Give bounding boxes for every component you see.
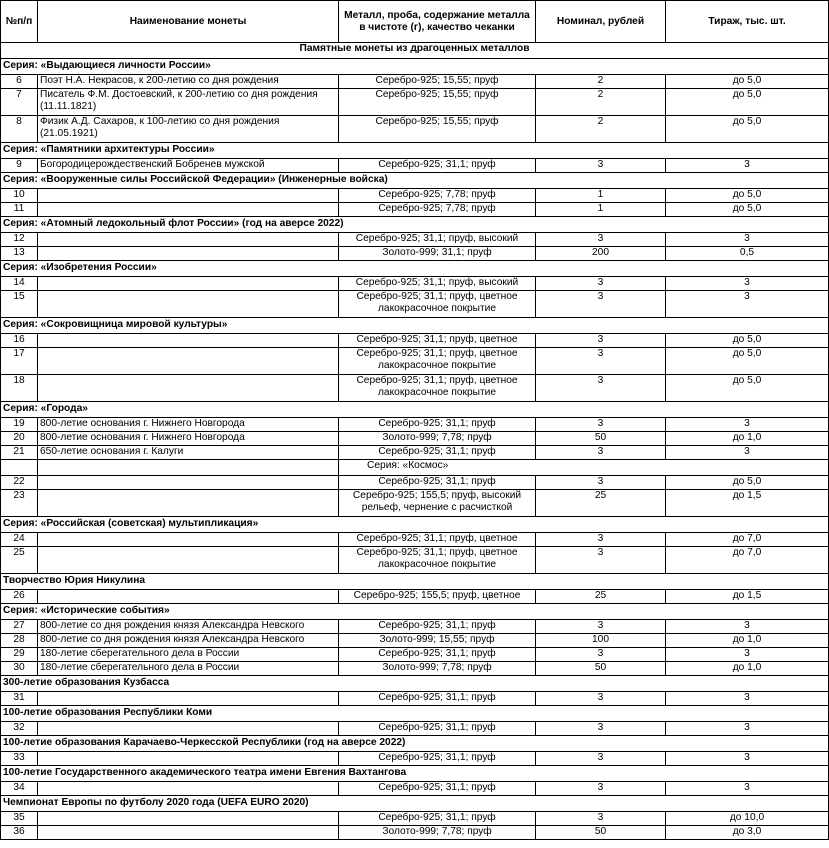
coin-metal: Серебро-925; 15,55; пруф <box>339 116 536 143</box>
series-row <box>1 318 829 334</box>
coin-metal: Золото-999; 15,55; пруф <box>339 634 536 648</box>
coin-metal: Серебро-925; 31,1; пруф <box>339 159 536 173</box>
coin-metal: Серебро-925; 31,1; пруф <box>339 782 536 796</box>
table-row <box>1 476 829 490</box>
row-number: 33 <box>1 752 38 766</box>
coin-nominal: 3 <box>536 533 666 547</box>
coin-metal: Серебро-925; 31,1; пруф <box>339 752 536 766</box>
coin-mintage: до 10,0 <box>666 812 829 826</box>
row-number: 36 <box>1 826 38 840</box>
coin-nominal: 3 <box>536 233 666 247</box>
coin-name <box>38 375 339 402</box>
coin-name <box>38 533 339 547</box>
coin-metal: Серебро-925; 31,1; пруф <box>339 812 536 826</box>
coin-name <box>38 782 339 796</box>
coin-nominal: 3 <box>536 547 666 574</box>
coin-name <box>38 247 339 261</box>
coin-nominal: 50 <box>536 662 666 676</box>
coin-nominal: 25 <box>536 490 666 517</box>
coin-name <box>38 189 339 203</box>
coin-mintage: 3 <box>666 752 829 766</box>
row-number: 23 <box>1 490 38 517</box>
coin-mintage: 3 <box>666 418 829 432</box>
coin-nominal: 3 <box>536 812 666 826</box>
coin-metal: Золото-999; 7,78; пруф <box>339 662 536 676</box>
coin-nominal: 2 <box>536 75 666 89</box>
coin-nominal: 3 <box>536 159 666 173</box>
coin-name: Богородицерождественский Бобренев мужской <box>38 159 339 173</box>
coin-name <box>38 334 339 348</box>
coin-metal: Серебро-925; 31,1; пруф <box>339 692 536 706</box>
series-empty-cell <box>1 460 38 476</box>
row-number: 25 <box>1 547 38 574</box>
coin-nominal: 2 <box>536 89 666 116</box>
coin-name: 800-летие со дня рождения князя Александра Невского <box>38 620 339 634</box>
table-row <box>1 75 829 89</box>
coin-nominal: 3 <box>536 620 666 634</box>
table-row <box>1 348 829 375</box>
row-number: 16 <box>1 334 38 348</box>
table-row <box>1 432 829 446</box>
series-row <box>1 706 829 722</box>
series-title: 100-летие Государственного академического театра имени Евгения Вахтангова <box>1 766 829 782</box>
series-title: Серия: «Города» <box>1 402 829 418</box>
coin-nominal: 1 <box>536 203 666 217</box>
coin-mintage: до 5,0 <box>666 476 829 490</box>
coin-mintage: до 5,0 <box>666 348 829 375</box>
table-row <box>1 662 829 676</box>
table-row <box>1 247 829 261</box>
row-number: 35 <box>1 812 38 826</box>
coin-mintage: до 5,0 <box>666 189 829 203</box>
coin-nominal: 3 <box>536 291 666 318</box>
table-row <box>1 490 829 517</box>
table-row <box>1 812 829 826</box>
coin-mintage: до 5,0 <box>666 116 829 143</box>
series-row <box>1 604 829 620</box>
coin-mintage: 3 <box>666 722 829 736</box>
coin-metal: Серебро-925; 31,1; пруф <box>339 446 536 460</box>
coin-name <box>38 547 339 574</box>
header-mintage: Тираж, тыс. шт. <box>666 1 829 43</box>
coin-mintage: до 1,0 <box>666 662 829 676</box>
table-row <box>1 692 829 706</box>
coin-metal: Серебро-925; 31,1; пруф, цветное лакокрасочное покрытие <box>339 547 536 574</box>
series-title: Серия: «Исторические события» <box>1 604 829 620</box>
row-number: 29 <box>1 648 38 662</box>
header-num: №п/п <box>1 1 38 43</box>
table-row <box>1 116 829 143</box>
coin-mintage: 3 <box>666 291 829 318</box>
coin-mintage: до 5,0 <box>666 334 829 348</box>
row-number: 24 <box>1 533 38 547</box>
coin-mintage: до 5,0 <box>666 75 829 89</box>
coin-metal: Золото-999; 7,78; пруф <box>339 432 536 446</box>
coin-nominal: 3 <box>536 752 666 766</box>
coin-metal: Серебро-925; 31,1; пруф, цветное <box>339 533 536 547</box>
coin-name <box>38 752 339 766</box>
series-row <box>1 460 829 476</box>
coin-nominal: 3 <box>536 692 666 706</box>
series-row <box>1 766 829 782</box>
row-number: 9 <box>1 159 38 173</box>
coin-mintage: до 5,0 <box>666 375 829 402</box>
series-row <box>1 217 829 233</box>
coin-name: 180-летие сберегательного дела в России <box>38 662 339 676</box>
coin-mintage: 3 <box>666 159 829 173</box>
series-title: 300-летие образования Кузбасса <box>1 676 829 692</box>
table-row <box>1 159 829 173</box>
series-row <box>1 59 829 75</box>
table-row <box>1 277 829 291</box>
coin-name <box>38 203 339 217</box>
coin-nominal: 3 <box>536 334 666 348</box>
series-title: Серия: «Российская (советская) мультипликация» <box>1 517 829 533</box>
coin-metal: Серебро-925; 31,1; пруф, цветное лакокрасочное покрытие <box>339 375 536 402</box>
coin-metal: Серебро-925; 31,1; пруф <box>339 648 536 662</box>
table-row <box>1 648 829 662</box>
series-row <box>1 676 829 692</box>
coin-metal: Золото-999; 31,1; пруф <box>339 247 536 261</box>
coin-name: 800-летие основания г. Нижнего Новгорода <box>38 418 339 432</box>
coin-nominal: 1 <box>536 189 666 203</box>
row-number: 6 <box>1 75 38 89</box>
row-number: 28 <box>1 634 38 648</box>
coin-name <box>38 476 339 490</box>
coin-metal: Серебро-925; 7,78; пруф <box>339 189 536 203</box>
coin-mintage: до 1,5 <box>666 490 829 517</box>
series-title: 100-летие образования Республики Коми <box>1 706 829 722</box>
header-name: Наименование монеты <box>38 1 339 43</box>
coin-name <box>38 277 339 291</box>
coin-nominal: 50 <box>536 432 666 446</box>
table-row <box>1 203 829 217</box>
row-number: 22 <box>1 476 38 490</box>
series-title: Серия: «Вооруженные силы Российской Федерации» (Инженерные войска) <box>1 173 829 189</box>
row-number: 18 <box>1 375 38 402</box>
table-row <box>1 620 829 634</box>
row-number: 12 <box>1 233 38 247</box>
coin-mintage: до 7,0 <box>666 547 829 574</box>
coin-mintage: до 5,0 <box>666 89 829 116</box>
row-number: 31 <box>1 692 38 706</box>
series-row <box>1 517 829 533</box>
row-number: 32 <box>1 722 38 736</box>
table-row <box>1 752 829 766</box>
coin-name <box>38 490 339 517</box>
table-row <box>1 446 829 460</box>
coin-metal: Серебро-925; 155,5; пруф, высокий рельеф, чернение с расчисткой <box>339 490 536 517</box>
coin-mintage: до 1,5 <box>666 590 829 604</box>
coin-mintage: 3 <box>666 648 829 662</box>
table-row <box>1 547 829 574</box>
coin-nominal: 3 <box>536 476 666 490</box>
coin-metal: Серебро-925; 31,1; пруф <box>339 476 536 490</box>
row-number: 27 <box>1 620 38 634</box>
coin-name <box>38 722 339 736</box>
series-empty-cell <box>38 460 339 476</box>
table-row <box>1 375 829 402</box>
section-row <box>1 43 829 59</box>
series-title: Чемпионат Европы по футболу 2020 года (UEFA EURO 2020) <box>1 796 829 812</box>
coin-name: Физик А.Д. Сахаров, к 100-летию со дня рождения (21.05.1921) <box>38 116 339 143</box>
series-row <box>1 574 829 590</box>
coin-mintage: 3 <box>666 233 829 247</box>
coin-name: 180-летие сберегательного дела в России <box>38 648 339 662</box>
header-nominal: Номинал, рублей <box>536 1 666 43</box>
coin-metal: Серебро-925; 31,1; пруф, высокий <box>339 233 536 247</box>
table-row <box>1 782 829 796</box>
coin-metal: Золото-999; 7,78; пруф <box>339 826 536 840</box>
table-row <box>1 189 829 203</box>
row-number: 21 <box>1 446 38 460</box>
coin-metal: Серебро-925; 7,78; пруф <box>339 203 536 217</box>
coin-nominal: 2 <box>536 116 666 143</box>
series-row <box>1 736 829 752</box>
coin-metal: Серебро-925; 15,55; пруф <box>339 75 536 89</box>
coin-mintage: 0,5 <box>666 247 829 261</box>
coin-name <box>38 590 339 604</box>
coin-mintage: 3 <box>666 692 829 706</box>
row-number: 20 <box>1 432 38 446</box>
series-row <box>1 796 829 812</box>
coin-mintage: 3 <box>666 277 829 291</box>
coin-metal: Серебро-925; 31,1; пруф <box>339 620 536 634</box>
table-row <box>1 334 829 348</box>
coin-mintage: до 1,0 <box>666 634 829 648</box>
row-number: 8 <box>1 116 38 143</box>
coin-nominal: 200 <box>536 247 666 261</box>
coin-name <box>38 348 339 375</box>
table-row <box>1 233 829 247</box>
coin-metal: Серебро-925; 31,1; пруф, цветное лакокрасочное покрытие <box>339 291 536 318</box>
coin-name: 800-летие со дня рождения князя Александра Невского <box>38 634 339 648</box>
coin-mintage: 3 <box>666 446 829 460</box>
coin-nominal: 3 <box>536 722 666 736</box>
row-number: 15 <box>1 291 38 318</box>
table-row <box>1 722 829 736</box>
coin-nominal: 25 <box>536 590 666 604</box>
table-row <box>1 634 829 648</box>
coin-mintage: до 7,0 <box>666 533 829 547</box>
coin-name <box>38 826 339 840</box>
coin-name: 800-летие основания г. Нижнего Новгорода <box>38 432 339 446</box>
coin-name: Писатель Ф.М. Достоевский, к 200-летию со дня рождения (11.11.1821) <box>38 89 339 116</box>
series-row <box>1 143 829 159</box>
coin-nominal: 3 <box>536 375 666 402</box>
series-row <box>1 261 829 277</box>
series-title: Серия: «Космос» <box>339 460 829 476</box>
row-number: 11 <box>1 203 38 217</box>
table-body <box>1 43 829 840</box>
coin-metal: Серебро-925; 15,55; пруф <box>339 89 536 116</box>
row-number: 34 <box>1 782 38 796</box>
coin-metal: Серебро-925; 31,1; пруф <box>339 418 536 432</box>
coin-nominal: 3 <box>536 648 666 662</box>
coin-metal: Серебро-925; 31,1; пруф, цветное <box>339 334 536 348</box>
row-number: 26 <box>1 590 38 604</box>
series-row <box>1 173 829 189</box>
table-row <box>1 89 829 116</box>
coin-metal: Серебро-925; 155,5; пруф, цветное <box>339 590 536 604</box>
series-title: Серия: «Атомный ледокольный флот России» (год на аверсе 2022) <box>1 217 829 233</box>
row-number: 13 <box>1 247 38 261</box>
series-row <box>1 402 829 418</box>
row-number: 19 <box>1 418 38 432</box>
series-title: Серия: «Изобретения России» <box>1 261 829 277</box>
coin-name <box>38 233 339 247</box>
row-number: 30 <box>1 662 38 676</box>
coin-nominal: 3 <box>536 277 666 291</box>
coin-nominal: 3 <box>536 446 666 460</box>
coin-mintage: до 1,0 <box>666 432 829 446</box>
coin-nominal: 3 <box>536 418 666 432</box>
table-row <box>1 291 829 318</box>
coin-nominal: 3 <box>536 782 666 796</box>
row-number: 10 <box>1 189 38 203</box>
row-number: 17 <box>1 348 38 375</box>
series-title: Серия: «Памятники архитектуры России» <box>1 143 829 159</box>
table-row <box>1 590 829 604</box>
header-metal: Металл, проба, содержание металла в чистоте (г), качество чеканки <box>339 1 536 43</box>
coin-mintage: до 5,0 <box>666 203 829 217</box>
coin-name <box>38 692 339 706</box>
coin-mintage: 3 <box>666 620 829 634</box>
table-row <box>1 826 829 840</box>
coin-name <box>38 812 339 826</box>
row-number: 7 <box>1 89 38 116</box>
coin-nominal: 3 <box>536 348 666 375</box>
table-row <box>1 418 829 432</box>
coin-metal: Серебро-925; 31,1; пруф, высокий <box>339 277 536 291</box>
coin-name: Поэт Н.А. Некрасов, к 200-летию со дня рождения <box>38 75 339 89</box>
coin-mintage: до 3,0 <box>666 826 829 840</box>
coin-mintage: 3 <box>666 782 829 796</box>
coin-nominal: 50 <box>536 826 666 840</box>
coin-name: 650-летие основания г. Калуги <box>38 446 339 460</box>
row-number: 14 <box>1 277 38 291</box>
coin-metal: Серебро-925; 31,1; пруф, цветное лакокрасочное покрытие <box>339 348 536 375</box>
series-title: Серия: «Сокровищница мировой культуры» <box>1 318 829 334</box>
coin-metal: Серебро-925; 31,1; пруф <box>339 722 536 736</box>
series-title: Серия: «Выдающиеся личности России» <box>1 59 829 75</box>
coin-name <box>38 291 339 318</box>
series-title: 100-летие образования Карачаево-Черкесской Республики (год на аверсе 2022) <box>1 736 829 752</box>
table-row <box>1 533 829 547</box>
section-title: Памятные монеты из драгоценных металлов <box>1 43 829 59</box>
coin-nominal: 100 <box>536 634 666 648</box>
header-row <box>1 1 829 43</box>
series-title: Творчество Юрия Никулина <box>1 574 829 590</box>
